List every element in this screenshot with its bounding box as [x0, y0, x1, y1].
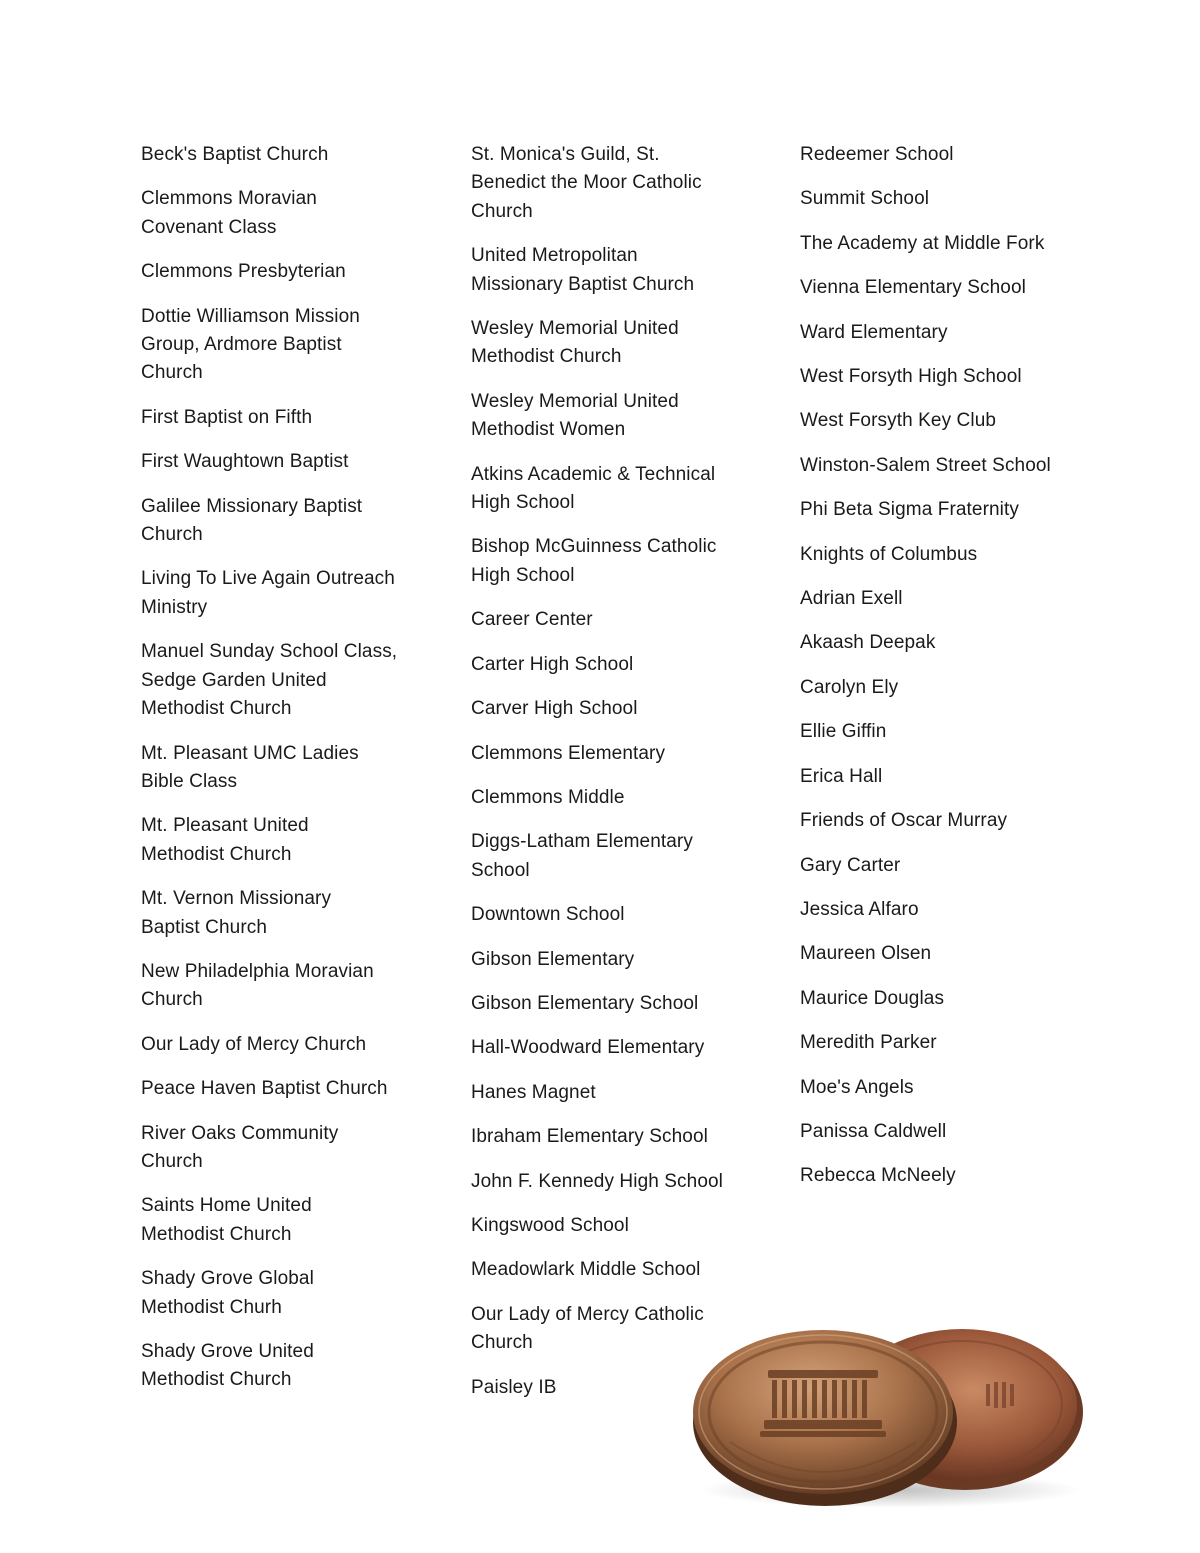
supporters-column-3: [800, 141, 1100, 1207]
pennies-image: [690, 1312, 1090, 1512]
list-item: Rebecca McNeely: [800, 1165, 956, 1187]
list-item: West Forsyth High School: [800, 366, 1022, 388]
list-item: Vienna Elementary School: [800, 277, 1026, 299]
list-item: Akaash Deepak: [800, 632, 936, 654]
front-penny: [693, 1330, 957, 1506]
list-item: Mt. Vernon Missionary Baptist Church: [141, 888, 332, 938]
list-item: St. Monica's Guild, St. Benedict the Moor Catholic Church: [471, 144, 702, 222]
list-item: Meredith Parker: [800, 1032, 937, 1054]
list-item: Kingswood School: [471, 1214, 629, 1236]
list-item: Winston-Salem Street School: [800, 454, 1051, 476]
list-item: Beck's Baptist Church: [141, 144, 329, 165]
list-item: Dottie Williamson Mission Group, Ardmore Baptist Church: [141, 305, 360, 384]
list-item: First Waughtown Baptist: [141, 451, 349, 473]
list-item: Mt. Pleasant UMC Ladies Bible Class: [141, 742, 359, 792]
list-item: Manuel Sunday School Class, Sedge Garden United Methodist Church: [141, 641, 398, 720]
supporters-column-2: [471, 141, 761, 1418]
list-item: First Baptist on Fifth: [141, 406, 313, 428]
list-item: Saints Home United Methodist Church: [141, 1195, 312, 1245]
list-item: Hall-Woodward Elementary: [471, 1037, 705, 1059]
list-item: Atkins Academic & Technical High School: [471, 463, 716, 514]
list-item: Bishop McGuinness Catholic High School: [471, 536, 717, 586]
list-item: River Oaks Community Church: [141, 1122, 339, 1172]
list-item: Redeemer School: [800, 144, 954, 165]
list-item: Carver High School: [471, 698, 638, 720]
list-item: Gibson Elementary: [471, 948, 635, 970]
list-item: Knights of Columbus: [800, 543, 978, 565]
list-item: Clemmons Elementary: [471, 742, 666, 764]
list-item: Hanes Magnet: [471, 1081, 596, 1103]
list-item: Clemmons Presbyterian: [141, 261, 346, 283]
list-item: Mt. Pleasant United Methodist Church: [141, 815, 309, 865]
list-item: Adrian Exell: [800, 588, 903, 610]
list-item: Shady Grove Global Methodist Churh: [141, 1268, 314, 1318]
list-item: Paisley IB: [471, 1376, 557, 1398]
list-item: Friends of Oscar Murray: [800, 810, 1008, 832]
list-item: New Philadelphia Moravian Church: [141, 960, 374, 1011]
list-item: Diggs-Latham Elementary School: [471, 831, 693, 881]
list-item: Ward Elementary: [800, 321, 948, 343]
list-item: Maurice Douglas: [800, 987, 945, 1009]
list-item: The Academy at Middle Fork: [800, 232, 1045, 254]
list-item: Erica Hall: [800, 765, 883, 787]
list-item: Shady Grove United Methodist Church: [141, 1341, 314, 1391]
list-item: Downtown School: [471, 904, 625, 926]
list-item: Clemmons Moravian Covenant Class: [141, 188, 317, 238]
list-item: Clemmons Middle: [471, 786, 625, 808]
list-item: Jessica Alfaro: [800, 898, 919, 920]
list-item: West Forsyth Key Club: [800, 410, 997, 432]
list-item: Gary Carter: [800, 854, 901, 876]
list-item: Wesley Memorial United Methodist Church: [471, 318, 679, 368]
list-item: Summit School: [800, 188, 930, 210]
list-item: Peace Haven Baptist Church: [141, 1078, 388, 1100]
list-item: Carolyn Ely: [800, 676, 899, 698]
list-item: United Metropolitan Missionary Baptist Church: [471, 245, 695, 295]
supporters-column-1: [141, 141, 431, 1411]
list-item: Ibraham Elementary School: [471, 1126, 708, 1148]
list-item: John F. Kennedy High School: [471, 1170, 723, 1192]
list-item: Our Lady of Mercy Church: [141, 1033, 367, 1055]
list-item: Meadowlark Middle School: [471, 1259, 701, 1281]
list-item: Maureen Olsen: [800, 943, 932, 965]
list-item: Wesley Memorial United Methodist Women: [471, 390, 679, 441]
list-item: Phi Beta Sigma Fraternity: [800, 499, 1019, 521]
list-item: Moe's Angels: [800, 1076, 914, 1098]
list-item: Carter High School: [471, 653, 634, 675]
list-item: Our Lady of Mercy Catholic Church: [471, 1303, 704, 1354]
list-item: Galilee Missionary Baptist Church: [141, 495, 363, 546]
list-item: Living To Live Again Outreach Ministry: [141, 568, 395, 618]
list-item: Gibson Elementary School: [471, 992, 699, 1014]
list-item: Panissa Caldwell: [800, 1120, 947, 1142]
list-item: Ellie Giffin: [800, 721, 887, 743]
list-item: Career Center: [471, 609, 593, 631]
